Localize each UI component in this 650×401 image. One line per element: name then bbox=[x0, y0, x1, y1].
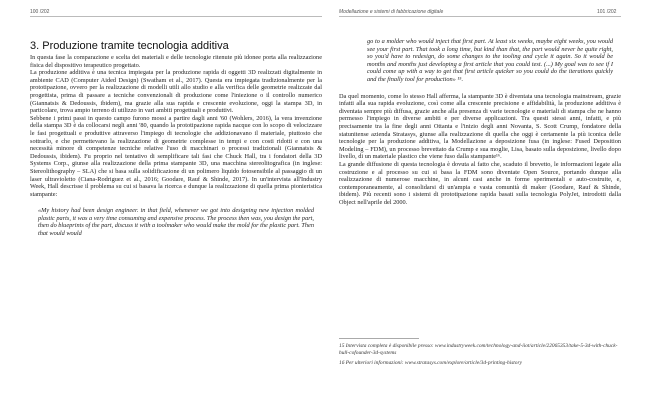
footnote-rule bbox=[339, 338, 419, 339]
paragraph: Da quel momento, come lo stesso Hall afferma, la stampante 3D è diventata una tecnologia mainstream, grazie infatti alla sua rapida evoluzione, così come alla crescente precisione e affidabilità, la produzione additiva è diventata sempre più diffusa, grazie anche alla presenza di varie tecnologie e materiali di stampa che ne hanno permesso l'impiego in diverse ambiti e per diverse applicazioni. Tra questi stessi anni, infatti, e più precisamente tra la fine degli anni Ottanta e l'inizio degli anni Novanta, S. Scott Crump, fondatore della statunitense azienda Stratasys, giunse alla realizzazione di quella che oggi è certamente la più iconica delle tecnologie per la produzione additiva, la Modellazione a deposizione fusa (in inglese: Fused Deposition Modeling – FDM), un processo brevettato da Crump e sua moglie, Lisa, basato sulla deposizione, livello dopo livello, di un materiale plastico che viene fuso dalla stampante¹⁶. bbox=[339, 92, 621, 161]
footnotes bbox=[339, 338, 621, 367]
right-page bbox=[339, 38, 621, 206]
paragraph: La grande diffusione di questa tecnologia è dovuta al fatto che, scaduto il brevetto, le informazioni legate alla costruzione e al processo su cui si basa la FDM sono diventate Open Source, portando dunque alla realizzazione di numerose macchine, in alcuni casi anche in forme sperimentali e auto-costruite, e, contemporaneamente, al consolidarsi di un'ampia e vasta comunità di maker (Goodare, Rauf & Shinde, ibidem). Più recenti sono i sistemi di prototipazione rapida basati sulla tecnologia PolyJet, introdotti dalla Object nell'aprile del 2000. bbox=[339, 160, 621, 206]
section-title: 3. Produzione tramite tecnologia additiva bbox=[30, 40, 229, 52]
left-header-rule bbox=[30, 16, 322, 17]
footnote-15: 15 Intervista completa è disponibile presso: www.industryweek.com/technology-and-iiot/article/22065353/take-5-3d-with-chuck-hull-cofounder-3d-systems bbox=[339, 343, 618, 356]
block-quote: «My history had been design engineer. in that field, whenever we got into designing new injection molded plastic parts, it was a very time consuming and expensive process. The process then was, you design the part, then do blueprints of the part, discuss it with a toolmaker who would make the mold for the plastic part. Then that would would bbox=[38, 207, 315, 238]
paragraph: La produzione additiva è una tecnica impiegata per la produzione rapida di oggetti 3D realizzati digitalmente in ambiente CAD (Computer Aided Design) (Swatham et al., 2017). Questa era impiegata tradizionalmente per la prototipazione, ovvero per la realizzazione di modelli utili allo studio e alla verifica delle geometrie realizzate dal progettista, prima di passare a tecniche convenzionali di produzione come l'iniezione o il controllo numerico (Giannatsis & Dedoussis, ibidem), ma grazie alla sua rapida e crescente evoluzione, oggi la stampa 3D, in particolare, trova ampio terreno di utilizzo in vari ambiti progettuali e produttivi. bbox=[30, 69, 322, 115]
left-page-number: 100 /202 bbox=[30, 9, 50, 15]
left-page bbox=[30, 38, 322, 238]
right-header-rule bbox=[339, 16, 621, 17]
footnote-16: 16 Per ulteriori informazioni: www.stratasys.com/explore/article/3d-printing-history bbox=[339, 360, 522, 367]
block-quote-continued: go to a molder who would inject that first part. At least six weeks, maybe eight weeks, you would see your first part. That took a long time, but kind than that, the part would never be quite right, so you'd have to redesign, do some changes to the tooling and cycle it again. So it would be months and months just developing a first article that you could test. (...) My goal was to see if I could come up with a way to get that first article quicker so you could do the iterations quickly and the finally tool for production» ¹⁵. bbox=[367, 38, 613, 83]
right-page-number: 101 /202 bbox=[597, 9, 617, 15]
paragraph: In questa fase la comparazione e scelta dei materiali e delle tecnologie ritenute più idonee porta alla realizzazione fisica del dispositivo terapeutico progettato. bbox=[30, 54, 322, 69]
running-title: Modellazione e sistemi di fabbricazione digitale bbox=[339, 9, 444, 15]
paragraph: Sebbene i primi passi in questo campo furono mossi a partire dagli anni '60 (Wohlers, 2016), la vera invenzione della stampa 3D è da collocarsi negli anni '80, quando la prototipazione rapida nacque con lo scopo di velocizzare le fasi progettuali e produttive attraverso l'impiego di tecnologie che addizionavano il materiale, piuttosto che sottrarlo, e che permettevano la realizzazione di geometrie complesse in tempi e con costi ridotti e con una necessità minore di competenze tecniche relative l'uso di macchinari o processi tradizionali (Giannatsis & Dedoussis, ibidem). Fu proprio nel tentativo di semplificare tali fasi che Chuck Hall, tra i fondatori della 3D Systems Corp., giunse alla realizzazione della prima stampante 3D, una macchina stereolitografica (in inglese: Stereolithography – SLA) che si basa sulla solidificazione di un polimero liquido fotosensibile al passaggio di un laser ultravioletto (Ciana-Rodriguez et al., 2016; Goodare, Rauf & Shinde, 2017). In un'intervista all'Industry Week, Hall descrisse il problema su cui si basava la ricerca e dunque la realizzazione di quella prima pionieristica stampante: bbox=[30, 114, 322, 198]
